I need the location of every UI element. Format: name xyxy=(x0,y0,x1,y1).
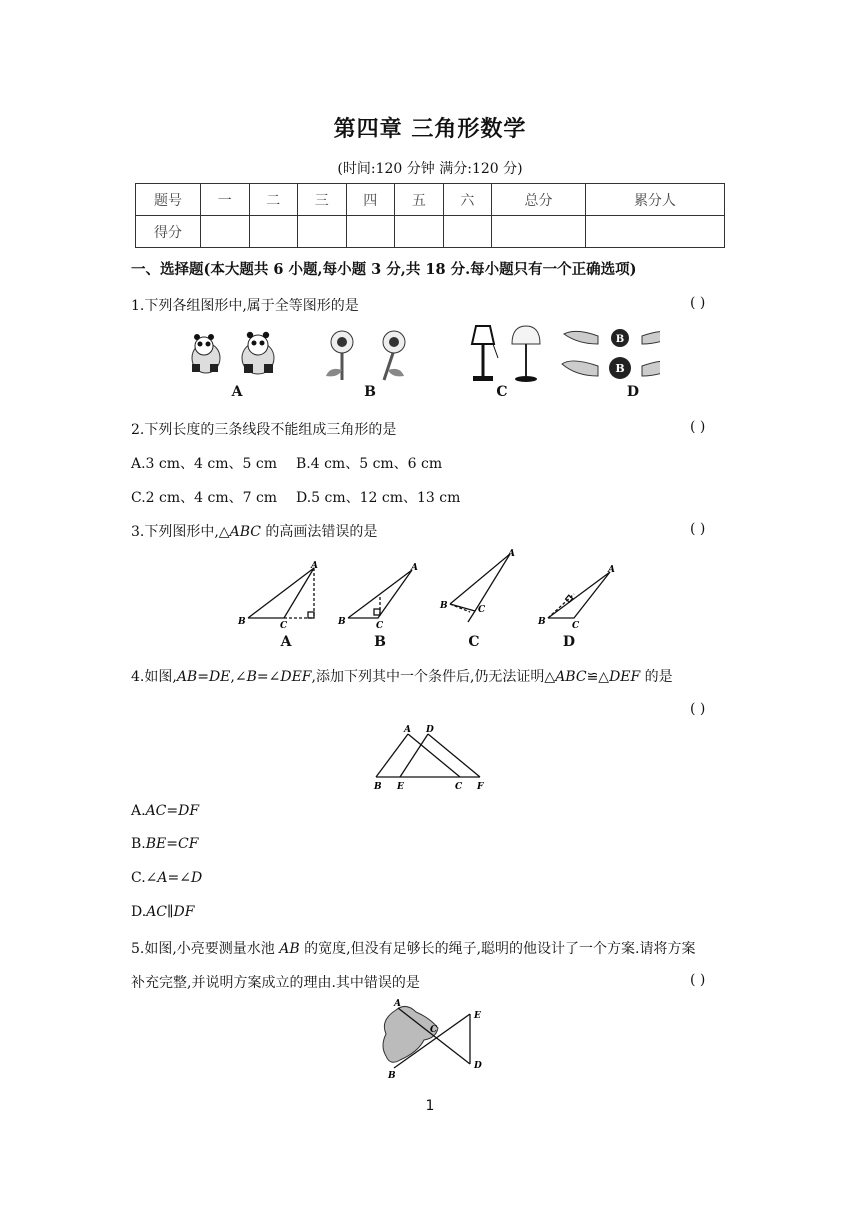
option-c[interactable]: C.2 cm、4 cm、7 cm xyxy=(131,490,278,506)
math-term: DEF xyxy=(280,669,312,685)
option-label: D xyxy=(626,384,640,400)
option-d[interactable]: D.5 cm、12 cm、13 cm xyxy=(296,490,461,506)
score-input-cell[interactable] xyxy=(443,216,492,248)
question-2: 2.下列长度的三条线段不能组成三角形的是 xyxy=(131,422,397,438)
math-term: ABC xyxy=(555,669,587,685)
vertex-label: C xyxy=(572,621,580,630)
vertex-label: E xyxy=(474,1011,481,1021)
score-input-cell[interactable] xyxy=(492,216,586,248)
score-table xyxy=(135,183,725,248)
q3-triangles xyxy=(230,548,630,630)
table-cell: 题号 xyxy=(136,184,201,216)
option-b[interactable] xyxy=(131,836,198,852)
vertex-label: A xyxy=(404,725,411,735)
option-b[interactable]: B.4 cm、5 cm、6 cm xyxy=(296,456,443,472)
option-d[interactable] xyxy=(131,904,194,920)
sunflower-icon xyxy=(383,331,405,380)
exam-info: (时间:120 分钟 满分:120 分) xyxy=(337,161,523,177)
score-input-cell[interactable] xyxy=(346,216,395,248)
vertex-label: B xyxy=(238,617,246,627)
q1-figures xyxy=(180,322,660,384)
vertex-label: C xyxy=(280,621,288,630)
svg-text:B: B xyxy=(615,362,625,375)
score-input-cell[interactable] xyxy=(298,216,347,248)
page-number: 1 xyxy=(425,1098,435,1114)
math-term: AB xyxy=(279,941,300,957)
vertex-label: D xyxy=(426,725,434,735)
question-3 xyxy=(131,521,377,541)
table-cell: 总分 xyxy=(492,184,586,216)
table-cell: 六 xyxy=(443,184,492,216)
vertex-label: A xyxy=(311,561,318,571)
vertex-label: B xyxy=(538,617,546,627)
math-term: D xyxy=(191,870,203,886)
question-4 xyxy=(131,666,673,686)
table-cell: 四 xyxy=(346,184,395,216)
table-cell: 五 xyxy=(395,184,444,216)
option-prefix: A. xyxy=(131,803,146,819)
vertex-label: F xyxy=(477,782,484,792)
math-term: ABC xyxy=(229,524,261,540)
lamp-icon xyxy=(512,326,540,382)
winged-logo-icon xyxy=(562,357,660,379)
triangle-figure-b xyxy=(348,570,412,618)
question-text: 4.如图, xyxy=(131,669,177,685)
table-cell: 累分人 xyxy=(585,184,724,216)
question-1: 1.下列各组图形中,属于全等图形的是 xyxy=(131,298,359,314)
lamp-icon xyxy=(472,326,498,381)
panda-icon xyxy=(192,334,220,373)
vertex-label: C xyxy=(455,782,463,792)
vertex-label: A xyxy=(394,999,401,1009)
answer-blank[interactable]: ( ) xyxy=(690,972,706,988)
vertex-label: C xyxy=(478,605,486,615)
question-text: 3.下列图形中,△ xyxy=(131,524,230,540)
math-term: DEF xyxy=(609,669,641,685)
winged-logo-icon xyxy=(564,329,660,347)
table-cell: 一 xyxy=(201,184,250,216)
question-text: 的高画法错误的是 xyxy=(260,524,378,540)
option-prefix: D. xyxy=(131,904,147,920)
math-term: AB=DE xyxy=(176,669,231,685)
score-input-cell[interactable] xyxy=(249,216,298,248)
vertex-label: B xyxy=(338,617,346,627)
page-title: 第四章 三角形数学 xyxy=(333,116,527,142)
answer-blank[interactable]: ( ) xyxy=(690,419,706,435)
option-label: C xyxy=(468,634,480,650)
math-term: BE=CF xyxy=(145,836,199,852)
table-cell: 三 xyxy=(298,184,347,216)
vertex-label: B xyxy=(388,1071,396,1080)
option-c[interactable] xyxy=(131,870,202,886)
vertex-label: D xyxy=(474,1061,482,1071)
option-label: B xyxy=(374,634,386,650)
score-table-header-row xyxy=(136,184,725,216)
triangle-figure-a xyxy=(248,568,314,618)
q4-figure xyxy=(366,720,496,794)
option-label: C xyxy=(496,384,508,400)
sunflower-icon xyxy=(326,331,353,380)
score-input-cell[interactable] xyxy=(201,216,250,248)
math-term: AC=DF xyxy=(145,803,200,819)
option-a[interactable] xyxy=(131,803,199,819)
question-text: 5.如图,小亮要测量水池 xyxy=(131,941,280,957)
option-text: =∠ xyxy=(167,870,191,886)
question-5-line2: 补充完整,并说明方案成立的理由.其中错误的是 xyxy=(131,975,420,991)
svg-text:B: B xyxy=(615,334,625,345)
vertex-label: A xyxy=(411,563,418,573)
vertex-label: B xyxy=(374,782,382,792)
vertex-label: A xyxy=(608,565,615,575)
question-text: ,添加下列其中一个条件后,仍无法证明△ xyxy=(311,669,556,685)
vertex-label: C xyxy=(430,1025,438,1035)
question-5 xyxy=(131,938,695,958)
option-label: A xyxy=(280,634,292,650)
section-heading: 一、选择题(本大题共 6 小题,每小题 3 分,共 18 分.每小题只有一个正确选项) xyxy=(131,261,637,278)
option-label: B xyxy=(364,384,376,400)
score-input-cell[interactable] xyxy=(585,216,724,248)
score-input-cell[interactable] xyxy=(395,216,444,248)
vertex-label: B xyxy=(440,601,448,611)
question-text: 的是 xyxy=(640,669,673,685)
vertex-label: A xyxy=(508,549,515,559)
q5-figure xyxy=(366,996,496,1080)
triangle-figure-d xyxy=(548,572,610,618)
option-a[interactable]: A.3 cm、4 cm、5 cm xyxy=(131,456,277,472)
option-label: A xyxy=(231,384,243,400)
table-cell: 得分 xyxy=(136,216,201,248)
score-table-score-row xyxy=(136,216,725,248)
answer-blank[interactable]: ( ) xyxy=(690,521,706,537)
option-prefix: C.∠ xyxy=(131,870,158,886)
math-term: AC∥DF xyxy=(146,904,195,920)
question-text: ≌△ xyxy=(586,669,610,685)
vertex-label: E xyxy=(397,782,404,792)
question-text: =∠ xyxy=(256,669,281,685)
answer-blank[interactable]: ( ) xyxy=(690,295,706,311)
math-term: B xyxy=(246,669,257,685)
table-cell: 二 xyxy=(249,184,298,216)
panda-icon xyxy=(242,332,274,374)
option-label: D xyxy=(562,634,576,650)
math-term: A xyxy=(157,870,168,886)
question-text: 的宽度,但没有足够长的绳子,聪明的他设计了一个方案.请将方案 xyxy=(299,941,696,957)
answer-blank[interactable]: ( ) xyxy=(690,701,706,717)
option-prefix: B. xyxy=(131,836,146,852)
question-text: ,∠ xyxy=(230,669,247,685)
vertex-label: C xyxy=(376,621,384,630)
